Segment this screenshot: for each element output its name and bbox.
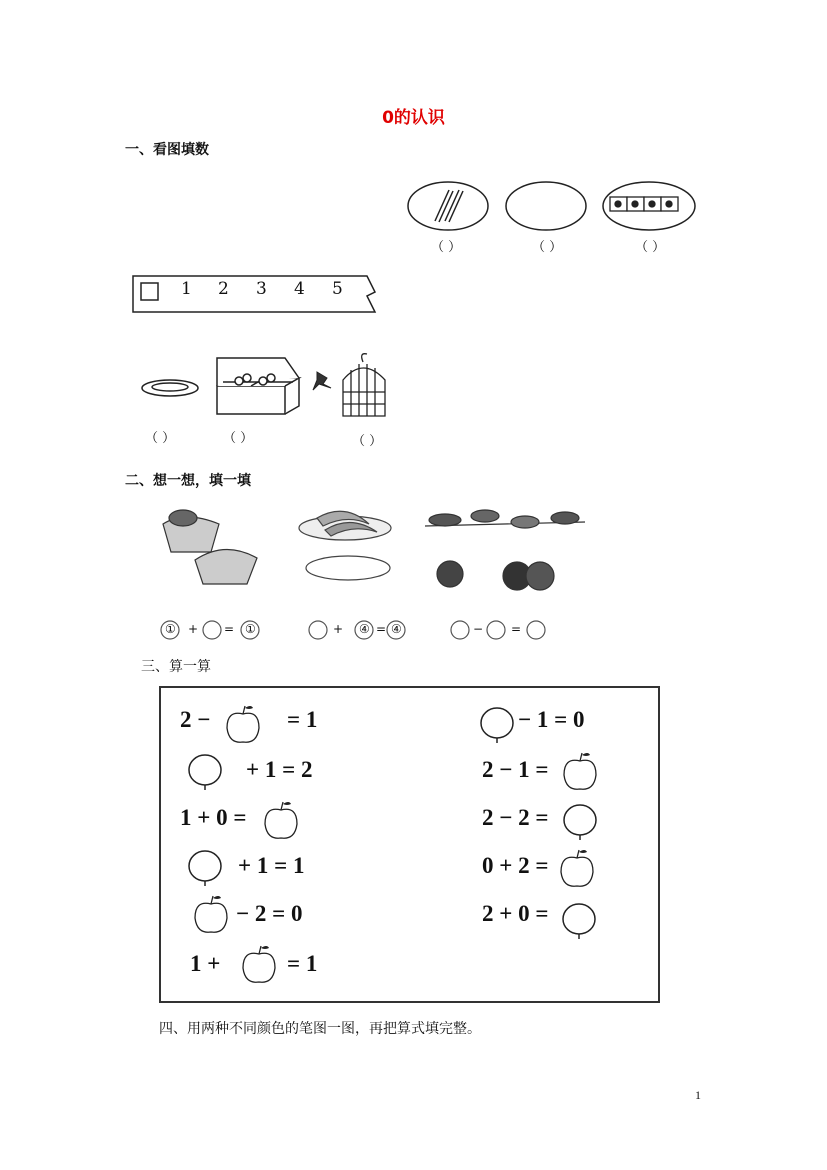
circle-blank — [564, 805, 596, 840]
answer-paren: （ ） — [635, 240, 666, 255]
apple-icon — [265, 802, 297, 838]
eq-op: = — [224, 622, 235, 636]
circle-blank — [487, 621, 505, 639]
box-icon — [610, 197, 678, 211]
eq-op: = — [376, 622, 387, 636]
apple-icon — [243, 946, 275, 982]
calc-text: + 1 = 1 — [238, 853, 305, 878]
calc-text: = 1 — [287, 951, 318, 976]
circle-blank — [309, 621, 327, 639]
empty-square — [141, 283, 158, 300]
ruler-number: 3 — [256, 279, 267, 299]
calc-text: − 2 = 0 — [236, 901, 303, 926]
calc-text: 2 − 1 = — [482, 757, 549, 782]
eq-digit: ④ — [359, 622, 370, 636]
apple-icon — [227, 706, 259, 742]
answer-paren: （ ） — [145, 431, 176, 446]
section-4-heading: 四、用两种不同颜色的笔图一图，再把算式填完整。 — [159, 1021, 481, 1037]
eq-op: + — [333, 622, 344, 636]
page-title: 0的认识 — [382, 108, 445, 128]
pencil-icon — [435, 190, 463, 222]
eq-op: = — [511, 622, 522, 636]
apple-icon — [564, 753, 596, 789]
chocolate-box-icon — [217, 358, 299, 414]
circle-blank — [527, 621, 545, 639]
banana-plate-icon — [299, 511, 391, 580]
calc-text: 1 + — [190, 951, 221, 976]
answer-paren: （ ） — [431, 240, 462, 255]
plate-icon — [142, 380, 198, 396]
ruler-number: 1 — [181, 279, 192, 299]
section-2-pictures — [155, 500, 595, 610]
circle-blank — [189, 851, 221, 886]
section-3-heading: 三、算一算 — [141, 659, 211, 675]
oval-empty — [506, 182, 586, 230]
basket-icon — [163, 510, 257, 584]
apple-icon — [561, 850, 593, 886]
ruler-number: 4 — [294, 279, 305, 299]
bird-icon — [313, 372, 331, 390]
answer-paren: （ ） — [532, 240, 563, 255]
eq-digit: ① — [165, 622, 176, 636]
eq-digit: ④ — [391, 622, 402, 636]
circle-blank — [203, 621, 221, 639]
section-2-heading: 二、想一想，填一填 — [125, 473, 251, 489]
calc-text: 0 + 2 = — [482, 853, 549, 878]
ruler-number: 2 — [218, 279, 229, 299]
answer-paren: （ ） — [223, 431, 254, 446]
calc-shapes — [159, 686, 660, 1003]
section-1-heading: 一、看图填数 — [125, 142, 209, 158]
eq-op: − — [473, 622, 484, 636]
calc-text: + 1 = 2 — [246, 757, 313, 782]
eq-op: + — [188, 622, 199, 636]
calc-text: 2 + 0 = — [482, 901, 549, 926]
calc-text: 2 − — [180, 707, 211, 732]
apple-icon — [195, 896, 227, 932]
eq-digit: ① — [245, 622, 256, 636]
calc-text: − 1 = 0 — [518, 707, 585, 732]
circle-blank — [451, 621, 469, 639]
circle-blank — [563, 904, 595, 939]
birdcage-icon — [343, 354, 385, 416]
page-number: 1 — [695, 1088, 701, 1102]
oval-pencils — [408, 182, 488, 230]
circle-blank — [481, 708, 513, 743]
calc-text: 1 + 0 = — [180, 805, 247, 830]
answer-paren: （ ） — [352, 434, 383, 449]
objects-row — [135, 350, 405, 430]
calc-text: 2 − 2 = — [482, 805, 549, 830]
ruler-number: 5 — [332, 279, 343, 299]
calc-text: = 1 — [287, 707, 318, 732]
circle-blank — [189, 755, 221, 790]
apple-tree-icon — [425, 510, 585, 590]
